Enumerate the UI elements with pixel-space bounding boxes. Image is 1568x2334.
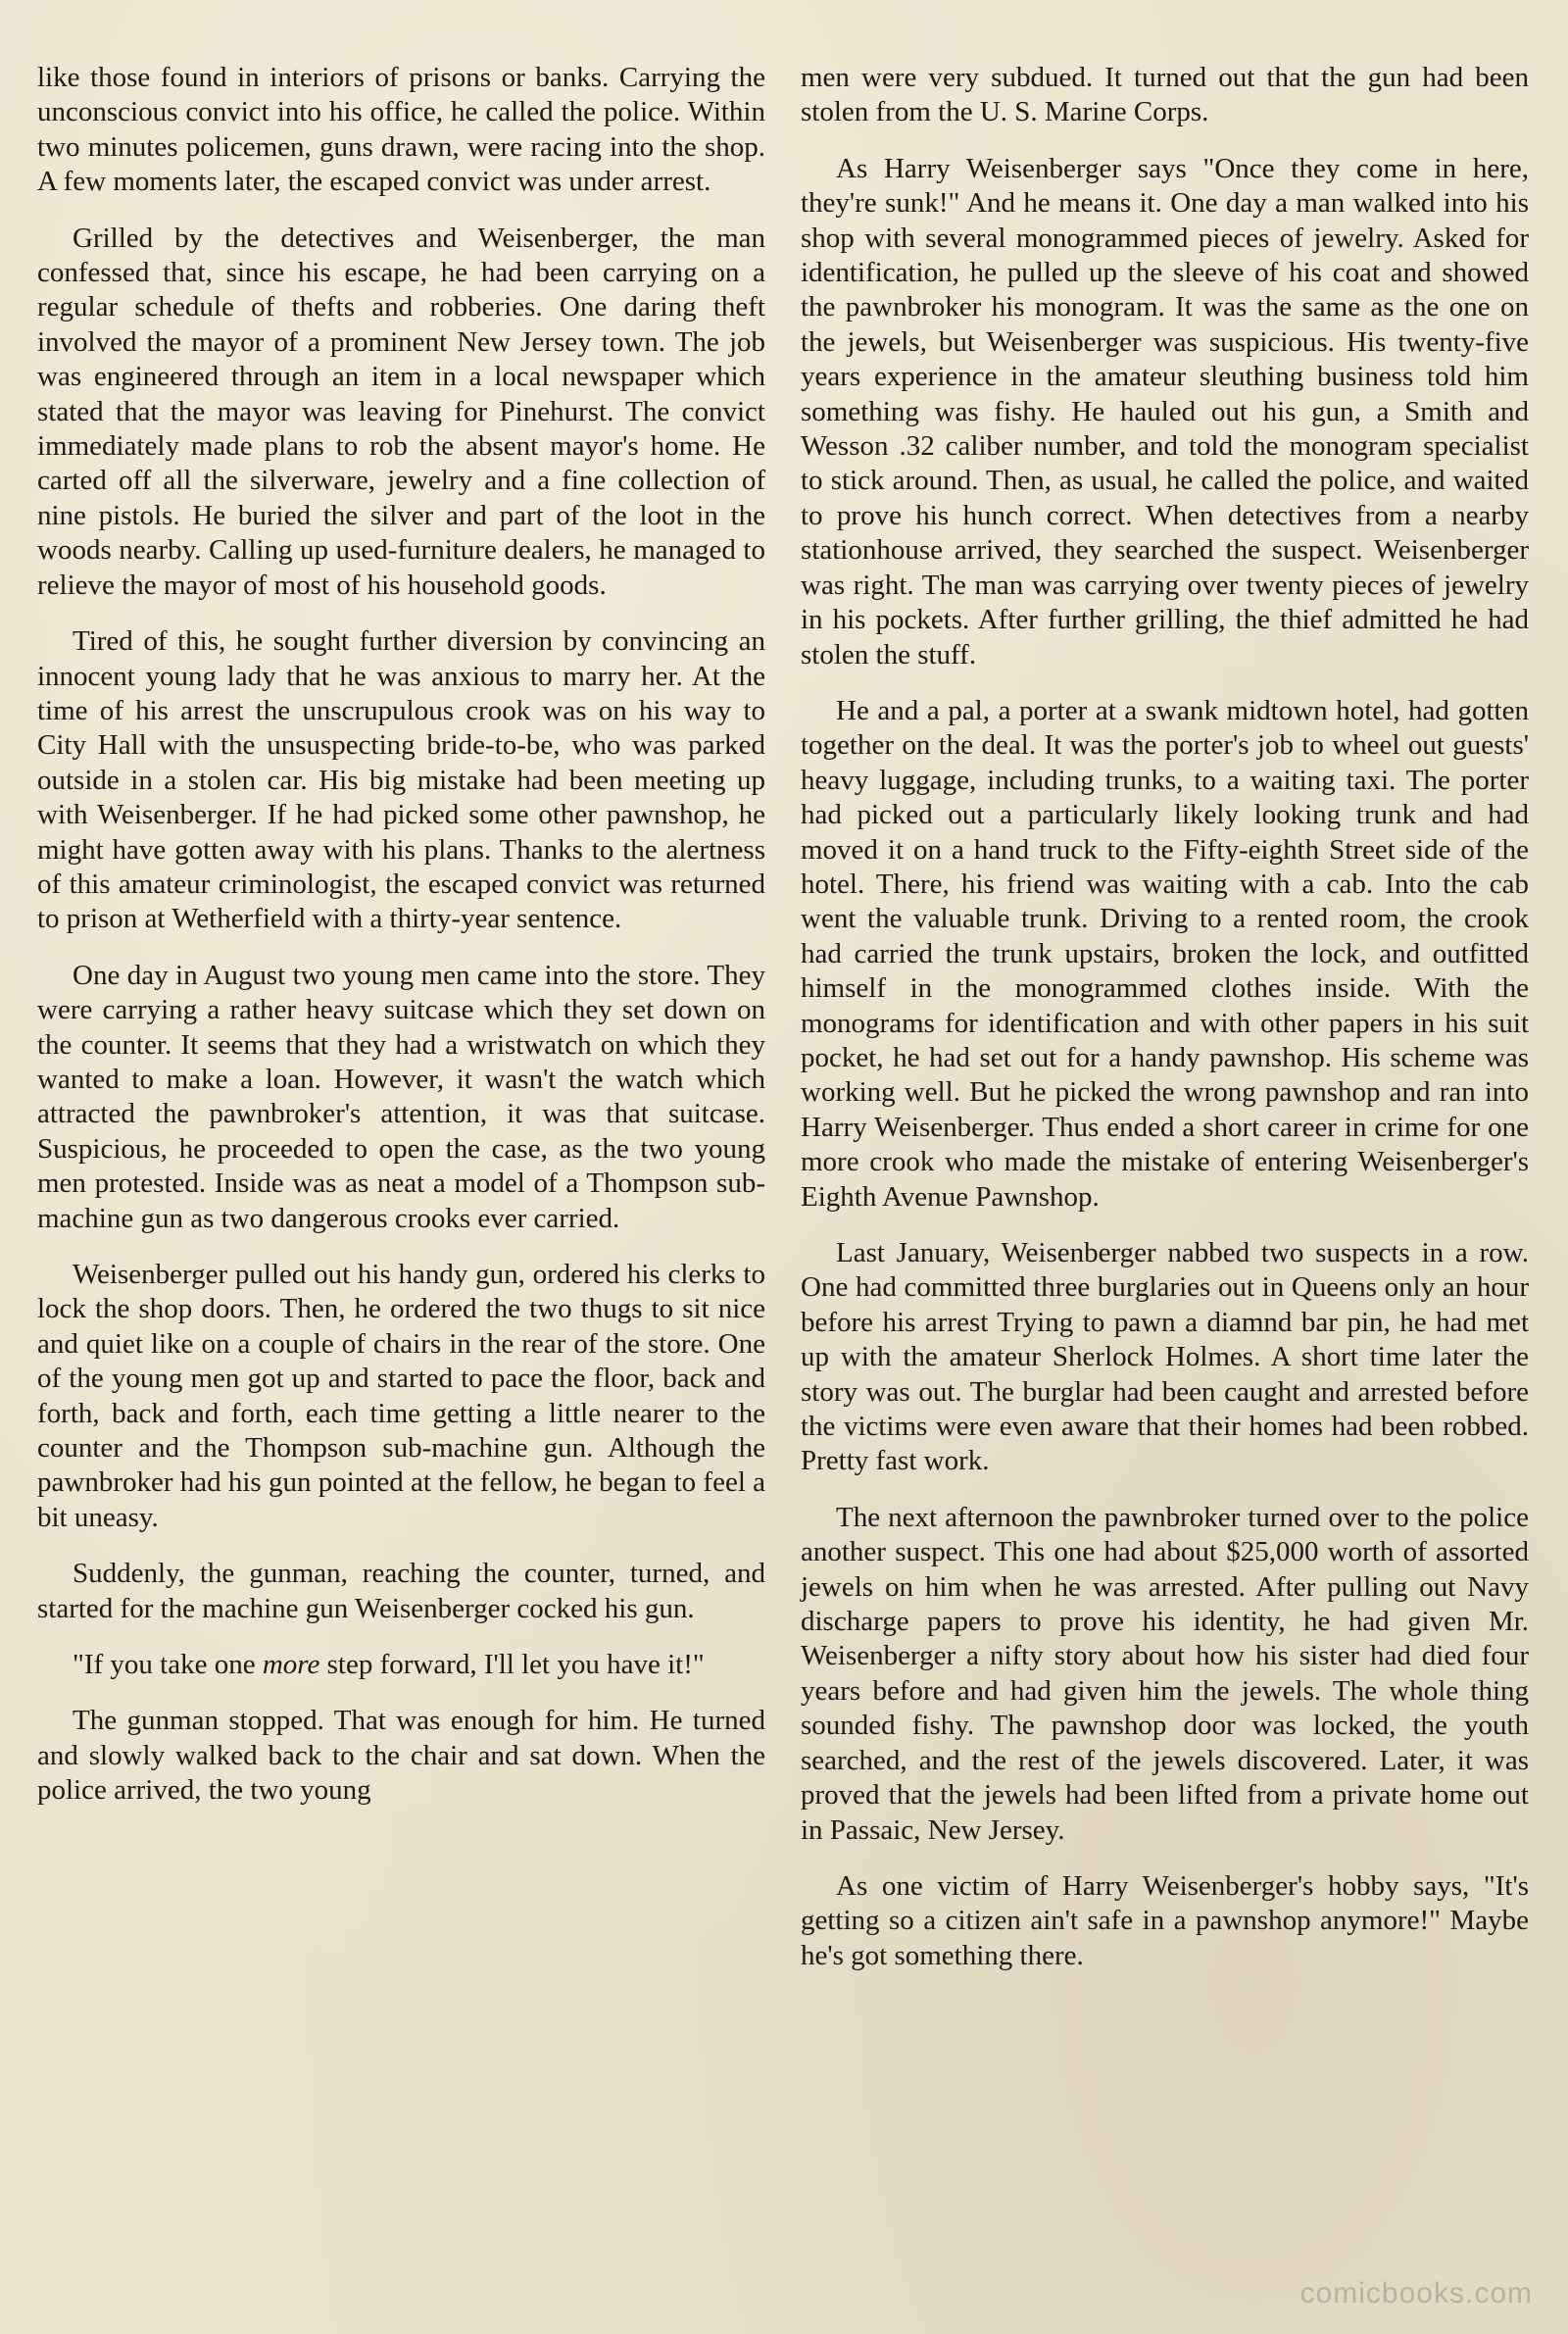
paragraph: like those found in interiors of prisons or banks. Carrying the unconscious convict into his office, he called the police. Within two minutes policemen, guns drawn, were racing into the shop. A few moments later, the escaped convict was under arrest.: [37, 62, 765, 198]
dialogue-quote: [37, 1648, 765, 1682]
quote-start: "If you take one: [73, 1649, 263, 1681]
site-watermark: comicbooks.com: [1299, 2277, 1533, 2309]
left-column: [37, 61, 765, 2275]
paragraph: One day in August two young men came into the store. They were carrying a rather heavy suitcase which they set down on the counter. It seems that they had a wristwatch on which they wanted to make a loan. However, it wasn't the watch which attracted the pawnbroker's attention, it was that suitcase. Suspicious, he proceeded to open the case, as the two young men protested. Inside was as neat a model of a Thompson sub-machine gun as two dangerous crooks ever carried.: [37, 959, 765, 1234]
paragraph: Grilled by the detectives and Weisenberger, the man confessed that, since his escape, he had been carrying on a regular schedule of thefts and robberies. One daring theft involved the mayor of a prominent New Jersey town. The job was engineered through an item in a local newspaper which stated that the mayor was leaving for Pinehurst. The convict immediately made plans to rob the absent mayor's home. He carted off all the silverware, jewelry and a fine collection of nine pistols. He buried the silver and part of the loot in the woods nearby. Calling up used-furniture dealers, he managed to relieve the mayor of most of his household goods.: [37, 222, 765, 601]
paragraph: Suddenly, the gunman, reaching the counter, turned, and started for the machine gun Weisenberger cocked his gun.: [37, 1558, 765, 1624]
paragraph: Weisenberger pulled out his handy gun, ordered his clerks to lock the shop doors. Then, he ordered the two thugs to sit nice and quiet like on a couple of chairs in the rear of the store. One of the young men got up and started to pace the floor, back and forth, back and forth, each time getting a little nearer to the counter and the Thompson sub-machine gun. Although the pawnbroker had his gun pointed at the fellow, he began to feel a bit uneasy.: [37, 1259, 766, 1533]
paragraph: Tired of this, he sought further diversion by convincing an innocent young lady that he was anxious to marry her. At the time of his arrest the unscrupulous crook was on his way to City Hall with the unsuspecting bride-to-be, who was parked outside in a stolen car. His big mistake had been meeting up with Weisenberger. If he had picked some other pawnshop, he might have gotten away with his plans. Thanks to the alertness of this amateur criminologist, the escaped convict was returned to prison at Wetherfield with a thirty-year sentence.: [37, 625, 765, 935]
paragraph: men were very subdued. It turned out that the gun had been stolen from the U. S. Marine Corps.: [801, 62, 1529, 128]
paragraph: As one victim of Harry Weisenberger's hobby says, "It's getting so a citizen ain't safe in a pawnshop anymore!" Maybe he's got something there.: [801, 1869, 1529, 1971]
quote-emphasis: more: [262, 1649, 320, 1681]
paragraph: As Harry Weisenberger says "Once they come in here, they're sunk!" And he means it. One day a man walked into his shop with several monogrammed pieces of jewelry. Asked for identification, he pulled up the sleeve of his coat and showed the pawnbroker his monogram. It was the same as the one on the jewels, but Weisenberger was suspicious. His twenty-five years experience in the amateur sleuthing business told him something was fishy. He hauled out his gun, a Smith and Wesson .32 caliber number, and told the monogram specialist to stick around. Then, as usual, he called the police, and waited to prove his hunch correct. When detectives from a nearby stationhouse arrived, they searched the suspect. Weisenberger was right. The man was carrying over twenty pieces of jewelry in his pockets. After further grilling, the thief admitted he had stolen the stuff.: [801, 152, 1529, 670]
paragraph: The next afternoon the pawnbroker turned over to the police another suspect. This one had about $25,000 worth of assorted jewels on him when he was arrested. After pulling out Navy discharge papers to prove his identity, he had given Mr. Weisenberger a nifty story about how his sister had died four years before and had given him the jewels. The whole thing sounded fishy. The pawnshop door was locked, the youth searched, and the rest of the jewels discovered. Later, it was proved that the jewels had been lifted from a private home out in Passaic, New Jersey.: [801, 1501, 1529, 1846]
paragraph: He and a pal, a porter at a swank midtown hotel, had gotten together on the deal. It was the porter's job to wheel out guests' heavy luggage, including trunks, to a waiting taxi. The porter had picked out a particularly likely looking trunk and had moved it on a hand truck to the Fifty-eighth Street side of the hotel. There, his friend was waiting with a cab. Into the cab went the valuable trunk. Driving to a rented room, the crook had carried the trunk upstairs, broken the lock, and outfitted himself in the monogrammed clothes inside. With the monograms for identification and with other papers in his suit pocket, he had set out for a handy pawnshop. His scheme was working well. But he picked the wrong pawnshop and ran into Harry Weisenberger. Thus ended a short career in crime for one more crook who made the mistake of entering Weisenberger's Eighth Avenue Pawnshop.: [801, 694, 1529, 1213]
text-columns: [37, 61, 1529, 2275]
quote-end: step forward, I'll let you have it!": [319, 1649, 705, 1681]
right-column: [801, 61, 1529, 2275]
paragraph: Last January, Weisenberger nabbed two suspects in a row. One had committed three burglaries out in Queens only an hour before his arrest Trying to pawn a diamnd bar pin, he had met up with the amateur Sherlock Holmes. A short time later the story was out. The burglar had been caught and arrested before the victims were even aware that their homes had been robbed. Pretty fast work.: [801, 1237, 1529, 1477]
paragraph: The gunman stopped. That was enough for him. He turned and slowly walked back to the chair and sat down. When the police arrived, the two young: [37, 1705, 765, 1807]
